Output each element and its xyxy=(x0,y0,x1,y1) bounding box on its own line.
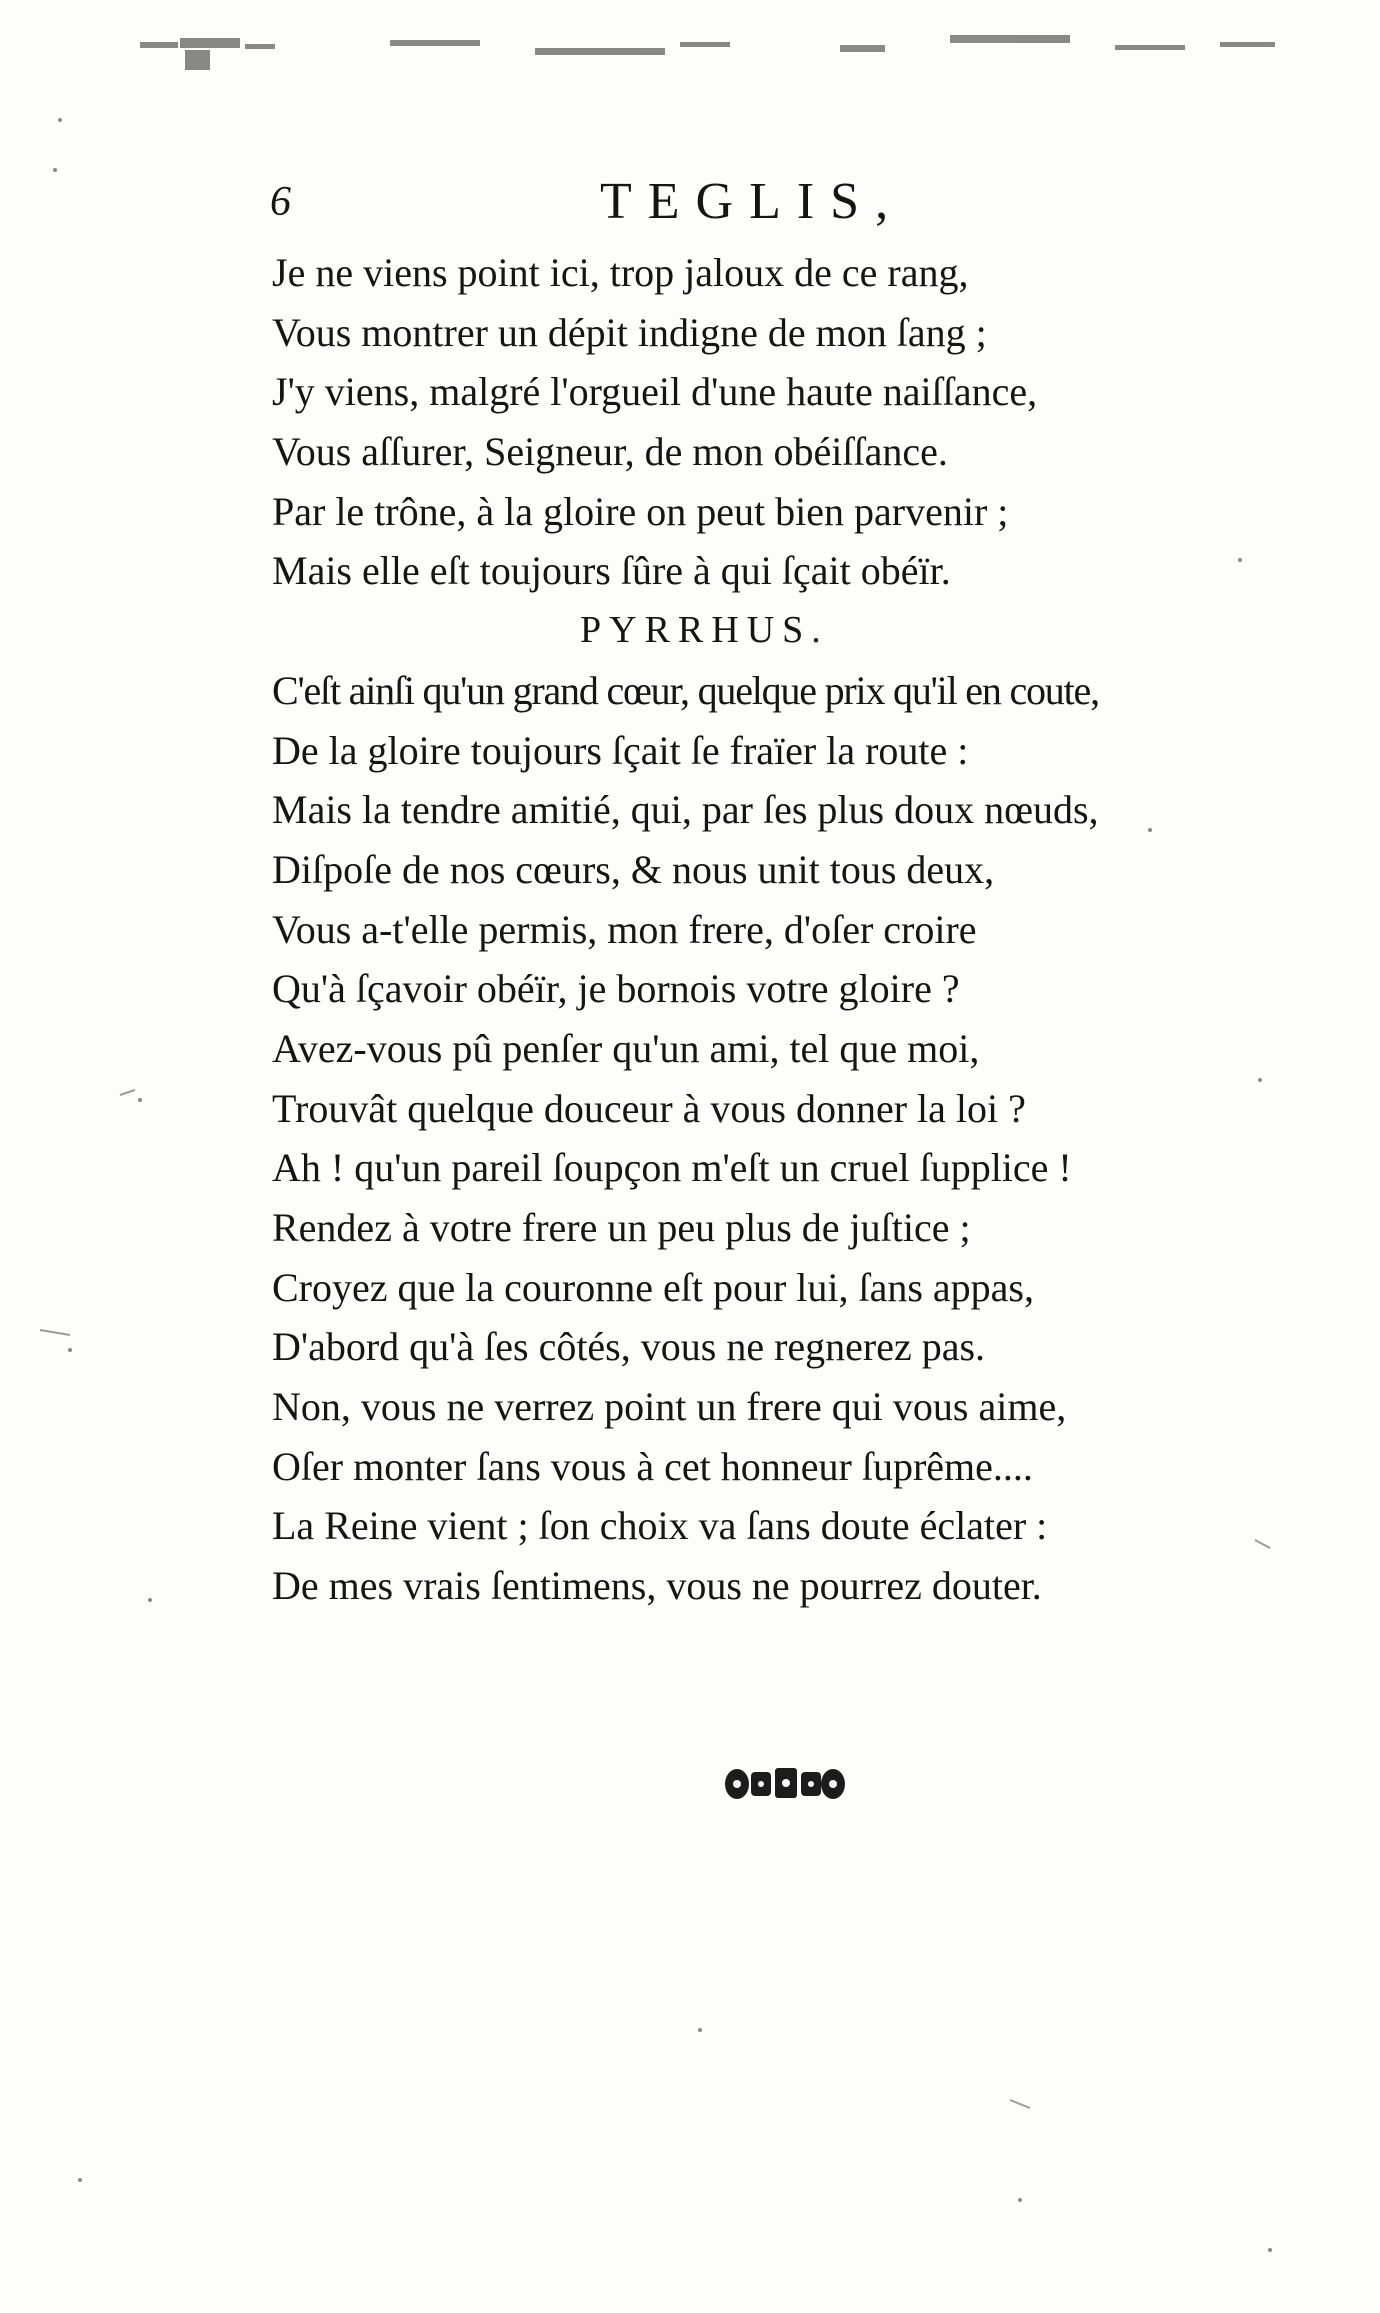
page-header xyxy=(270,172,1030,242)
verse-line: Vous a-t'elle permis, mon frere, d'oſer croire xyxy=(272,906,977,952)
verse-line: Par le trône, à la gloire on peut bien parvenir ; xyxy=(272,488,1009,534)
verse-line: Diſpoſe de nos cœurs, & nous unit tous deux, xyxy=(272,846,995,892)
verse-line: Vous montrer un dépit indigne de mon ſang ; xyxy=(272,309,987,355)
verse-line: Oſer monter ſans vous à cet honneur ſuprême.... xyxy=(272,1443,1033,1489)
page-number: 6 xyxy=(270,179,291,225)
verse-line: De mes vrais ſentimens, vous ne pourrez douter. xyxy=(272,1563,1042,1609)
verse-line: La Reine vient ; ſon choix va ſans doute éclater : xyxy=(272,1503,1048,1549)
verse-text xyxy=(272,243,1292,1616)
verse-line: D'abord qu'à ſes côtés, vous ne regnerez pas. xyxy=(272,1324,986,1370)
verse-line: Mais la tendre amitié, qui, par ſes plus doux nœuds, xyxy=(272,787,1099,833)
verse-line: Qu'à ſçavoir obéïr, je bornois votre gloire ? xyxy=(272,966,960,1012)
verse-line: De la gloire toujours ſçait ſe fraïer la route : xyxy=(272,727,969,773)
verse-line: Ah ! qu'un pareil ſoupçon m'eſt un cruel ſupplice ! xyxy=(272,1145,1072,1191)
verse-line: Mais elle eſt toujours ſûre à qui ſçait obéïr. xyxy=(272,548,951,594)
speaker-name: PYRRHUS. xyxy=(580,609,829,652)
verse-line: Rendez à votre frere un peu plus de juſtice ; xyxy=(272,1205,971,1250)
verse-line: C'eſt ainſi qu'un grand cœur, quelque prix qu'il en coute, xyxy=(272,667,1099,713)
printer-ornament-icon xyxy=(723,1760,848,1806)
running-title: TEGLIS, xyxy=(600,173,905,230)
verse-line: J'y viens, malgré l'orgueil d'une haute naiſſance, xyxy=(272,369,1038,415)
verse-line: Vous aſſurer, Seigneur, de mon obéiſſance. xyxy=(272,429,948,475)
verse-line: Avez-vous pû penſer qu'un ami, tel que moi, xyxy=(272,1025,980,1071)
verse-line: Croyez que la couronne eſt pour lui, ſans appas, xyxy=(272,1264,1034,1310)
verse-line: Non, vous ne verrez point un frere qui vous aime, xyxy=(272,1384,1067,1430)
top-edge-bleed-through xyxy=(140,20,1290,80)
verse-line: Trouvât quelque douceur à vous donner la loi ? xyxy=(272,1085,1026,1131)
verse-line: Je ne viens point ici, trop jaloux de ce rang, xyxy=(272,250,969,295)
